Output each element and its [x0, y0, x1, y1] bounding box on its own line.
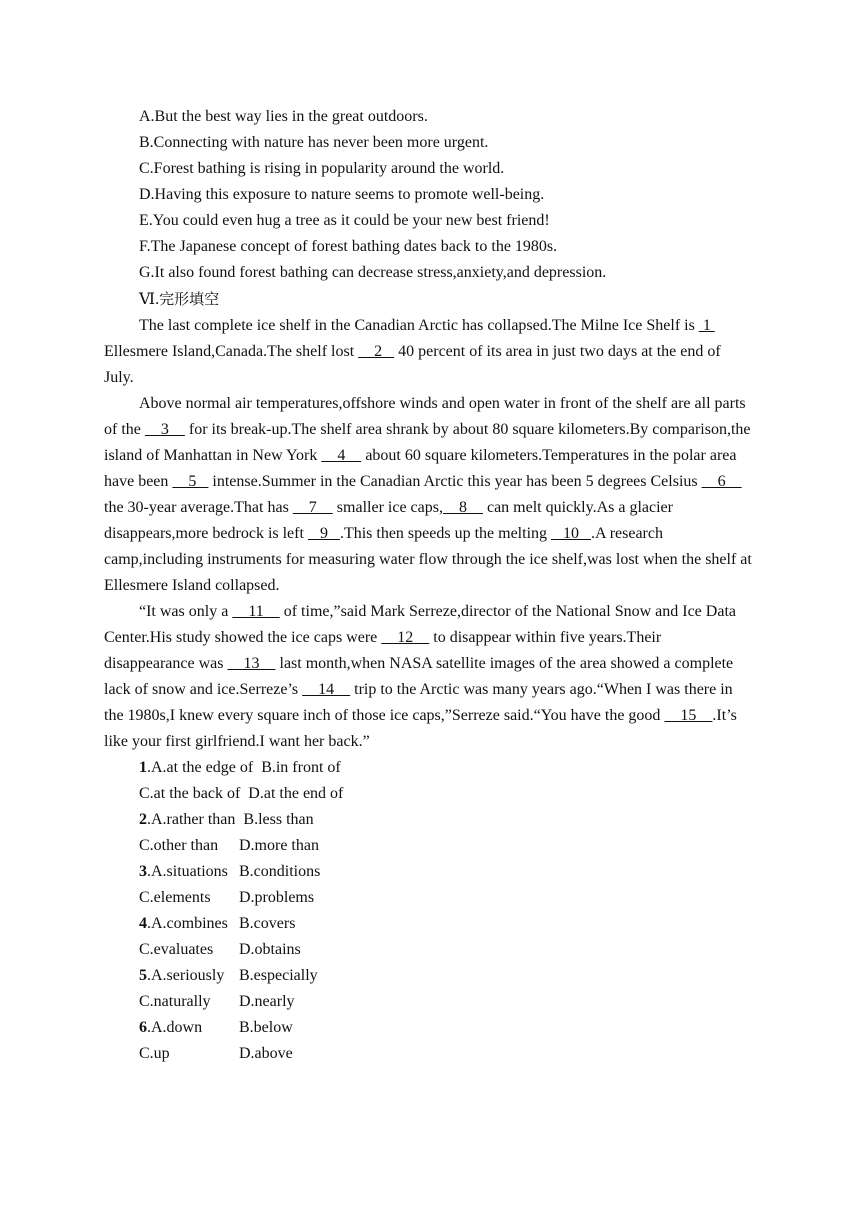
blank-11: 11 — [232, 603, 280, 620]
question-number: 1 — [139, 759, 147, 776]
choice-c: C.up — [139, 1045, 170, 1062]
choice-b: B.less than — [235, 811, 314, 828]
passage-text: 40 percent of its area in just two days at the end of July. — [104, 343, 721, 386]
section-numeral: Ⅵ. — [139, 291, 160, 308]
choice-c: C.elements — [139, 889, 211, 906]
question-6-row-2 — [104, 1041, 754, 1067]
question-5-row-1 — [104, 963, 754, 989]
question-number: 2 — [139, 811, 147, 828]
blank-15: 15 — [664, 707, 713, 724]
question-3-row-1 — [104, 859, 754, 885]
choice-a: .A.rather than — [147, 811, 236, 828]
passage-text: trip to the Arctic was many years ago.“When I was there in the 1980s,I knew every square inch of those ice caps,”Serreze said.“You have the good — [104, 681, 733, 724]
section-title: 完形填空 — [159, 290, 220, 308]
choice-b: B.in front of — [253, 759, 341, 776]
passage-text: of time,”said Mark Serreze,director of the National Snow and Ice Data Center.His study showed the ice caps were — [104, 603, 736, 646]
blank-12: 12 — [381, 629, 430, 646]
passage-text: smaller ice caps, — [332, 499, 443, 516]
question-number: 6 — [139, 1019, 147, 1036]
question-5-row-2 — [104, 989, 754, 1015]
passage-text: can melt quickly.As a glacier disappears,more bedrock is left — [104, 499, 673, 542]
option-c: C.Forest bathing is rising in popularity around the world. — [139, 160, 505, 177]
option-a: A.But the best way lies in the great outdoors. — [139, 108, 428, 125]
question-list — [104, 755, 754, 1067]
choice-a: .A.at the edge of — [147, 759, 254, 776]
option-e: E.You could even hug a tree as it could be your new best friend! — [139, 212, 550, 229]
blank-4: 4 — [321, 447, 362, 464]
option-list — [104, 104, 754, 286]
option-g: G.It also found forest bathing can decrease stress,anxiety,and depression. — [139, 264, 607, 281]
passage-text: .This then speeds up the melting — [339, 525, 552, 542]
blank-8: 8 — [442, 499, 483, 516]
blank-1: 1 — [698, 317, 715, 334]
question-1-row-1 — [104, 755, 754, 781]
question-4-row-2 — [104, 937, 754, 963]
passage-text: for its break-up.The shelf area shrank by about 80 square kilometers.By comparison,the island of Manhattan in New York — [104, 421, 751, 464]
blank-13: 13 — [227, 655, 276, 672]
choice-c: C.at the back of — [139, 785, 241, 802]
choice-b: B.conditions — [239, 863, 321, 880]
blank-10: 10 — [551, 525, 592, 542]
choice-b: B.below — [239, 1019, 293, 1036]
choice-d: D.obtains — [239, 941, 301, 958]
question-2-row-1 — [104, 807, 754, 833]
choice-c: C.evaluates — [139, 941, 214, 958]
choice-d: D.at the end of — [240, 785, 344, 802]
passage-paragraph-1 — [104, 313, 754, 391]
blank-6: 6 — [701, 473, 742, 490]
question-2-row-2 — [104, 833, 754, 859]
choice-b: B.covers — [239, 915, 296, 932]
passage-text: Ellesmere Island,Canada.The shelf lost — [104, 343, 359, 360]
passage-text: to disappear within five years.Their disappearance was — [104, 629, 662, 672]
choice-c: C.other than — [139, 837, 219, 854]
blank-3: 3 — [144, 421, 185, 438]
document-page — [104, 104, 754, 1067]
passage-text: intense.Summer in the Canadian Arctic this year has been 5 degrees Celsius — [208, 473, 702, 490]
choice-d: D.more than — [239, 837, 319, 854]
blank-14: 14 — [302, 681, 351, 698]
choice-d: D.problems — [239, 889, 315, 906]
question-number: 4 — [139, 915, 147, 932]
passage-text: .A research camp,including instruments for measuring water flow through the ice shelf,was lost when the shelf at Ellesmere Island collapsed. — [104, 525, 752, 594]
choice-a: .A.combines — [147, 915, 228, 932]
choice-a: .A.situations — [147, 863, 228, 880]
passage-text: “It was only a — [139, 603, 233, 620]
passage-text: Above normal air temperatures,offshore winds and open water in front of the shelf are all parts of the — [104, 395, 746, 438]
passage-text: The last complete ice shelf in the Canadian Arctic has collapsed.The Milne Ice Shelf is — [139, 317, 699, 334]
choice-b: B.especially — [239, 967, 318, 984]
passage-paragraph-3 — [104, 599, 754, 755]
choice-c: C.naturally — [139, 993, 211, 1010]
choice-a: .A.seriously — [147, 967, 225, 984]
blank-7: 7 — [292, 499, 333, 516]
option-b: B.Connecting with nature has never been more urgent. — [139, 134, 489, 151]
passage-text: last month,when NASA satellite images of the area showed a complete lack of snow and ice.Serreze’s — [104, 655, 734, 698]
passage-text: .It’s like your first girlfriend.I want her back.” — [104, 707, 737, 750]
choice-d: D.above — [239, 1045, 293, 1062]
blank-5: 5 — [172, 473, 209, 490]
passage-text: about 60 square kilometers.Temperatures in the polar area have been — [104, 447, 737, 490]
question-4-row-1 — [104, 911, 754, 937]
question-6-row-1 — [104, 1015, 754, 1041]
question-3-row-2 — [104, 885, 754, 911]
question-number: 3 — [139, 863, 147, 880]
choice-a: .A.down — [147, 1019, 203, 1036]
question-1-row-2 — [104, 781, 754, 807]
passage-paragraph-2 — [104, 391, 754, 599]
choice-d: D.nearly — [239, 993, 295, 1010]
blank-9: 9 — [307, 525, 340, 542]
question-number: 5 — [139, 967, 147, 984]
blank-2: 2 — [358, 343, 395, 360]
passage-text: the 30-year average.That has — [104, 499, 293, 516]
option-f: F.The Japanese concept of forest bathing dates back to the 1980s. — [139, 238, 558, 255]
section-heading — [104, 286, 754, 313]
option-d: D.Having this exposure to nature seems to promote well-being. — [139, 186, 545, 203]
